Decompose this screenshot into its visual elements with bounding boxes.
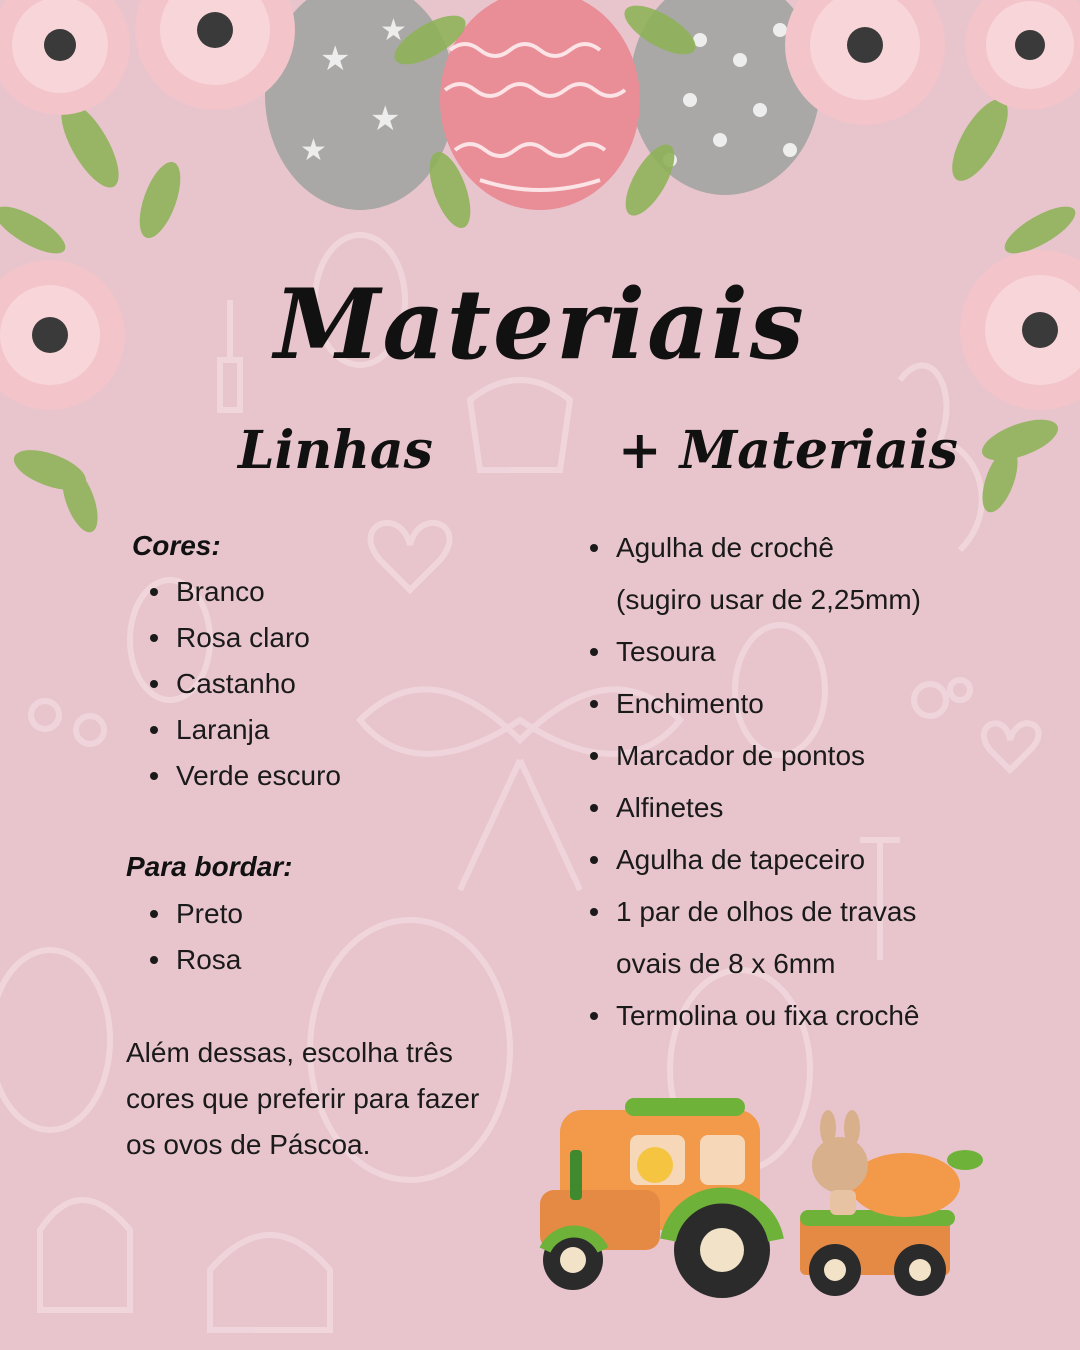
cores-list [150,569,341,799]
note-line: os ovos de Páscoa. [126,1129,371,1160]
easter-eggs-top [265,0,820,210]
svg-text:★: ★ [370,100,401,138]
list-item: Tesoura [590,626,921,678]
item-line: Agulha de crochê [616,532,834,563]
cores-label: Cores: [132,530,221,561]
tractor-illustration [540,1098,983,1298]
list-item: Rosa [150,937,243,983]
materiais-list [590,522,921,1042]
list-item: Castanho [150,661,341,707]
list-item: Laranja [150,707,341,753]
bordar-list [150,891,243,983]
note-line: Além dessas, escolha três [126,1037,453,1068]
list-item [590,522,921,626]
list-item: Rosa claro [150,615,341,661]
mais-materiais-heading: + Materiais [618,420,958,481]
svg-text:★: ★ [380,14,407,47]
page-title: Materiais [274,268,806,381]
para-bordar-label: Para bordar: [126,851,293,882]
list-item: Agulha de tapeceiro [590,834,921,886]
item-line: ovais de 8 x 6mm [616,948,836,979]
item-line: 1 par de olhos de travas [616,896,917,927]
list-item: Alfinetes [590,782,921,834]
list-item [590,886,921,990]
svg-text:★: ★ [300,134,327,167]
list-item: Preto [150,891,243,937]
list-item: Verde escuro [150,753,341,799]
linhas-heading: Linhas [238,420,433,481]
item-line: (sugiro usar de 2,25mm) [616,584,922,615]
note-paragraph [126,1030,506,1168]
list-item: Branco [150,569,341,615]
note-line: cores que preferir para fazer [126,1083,480,1114]
list-item: Enchimento [590,678,921,730]
list-item: Marcador de pontos [590,730,921,782]
list-item: Termolina ou fixa crochê [590,990,921,1042]
svg-text:★: ★ [320,40,351,78]
